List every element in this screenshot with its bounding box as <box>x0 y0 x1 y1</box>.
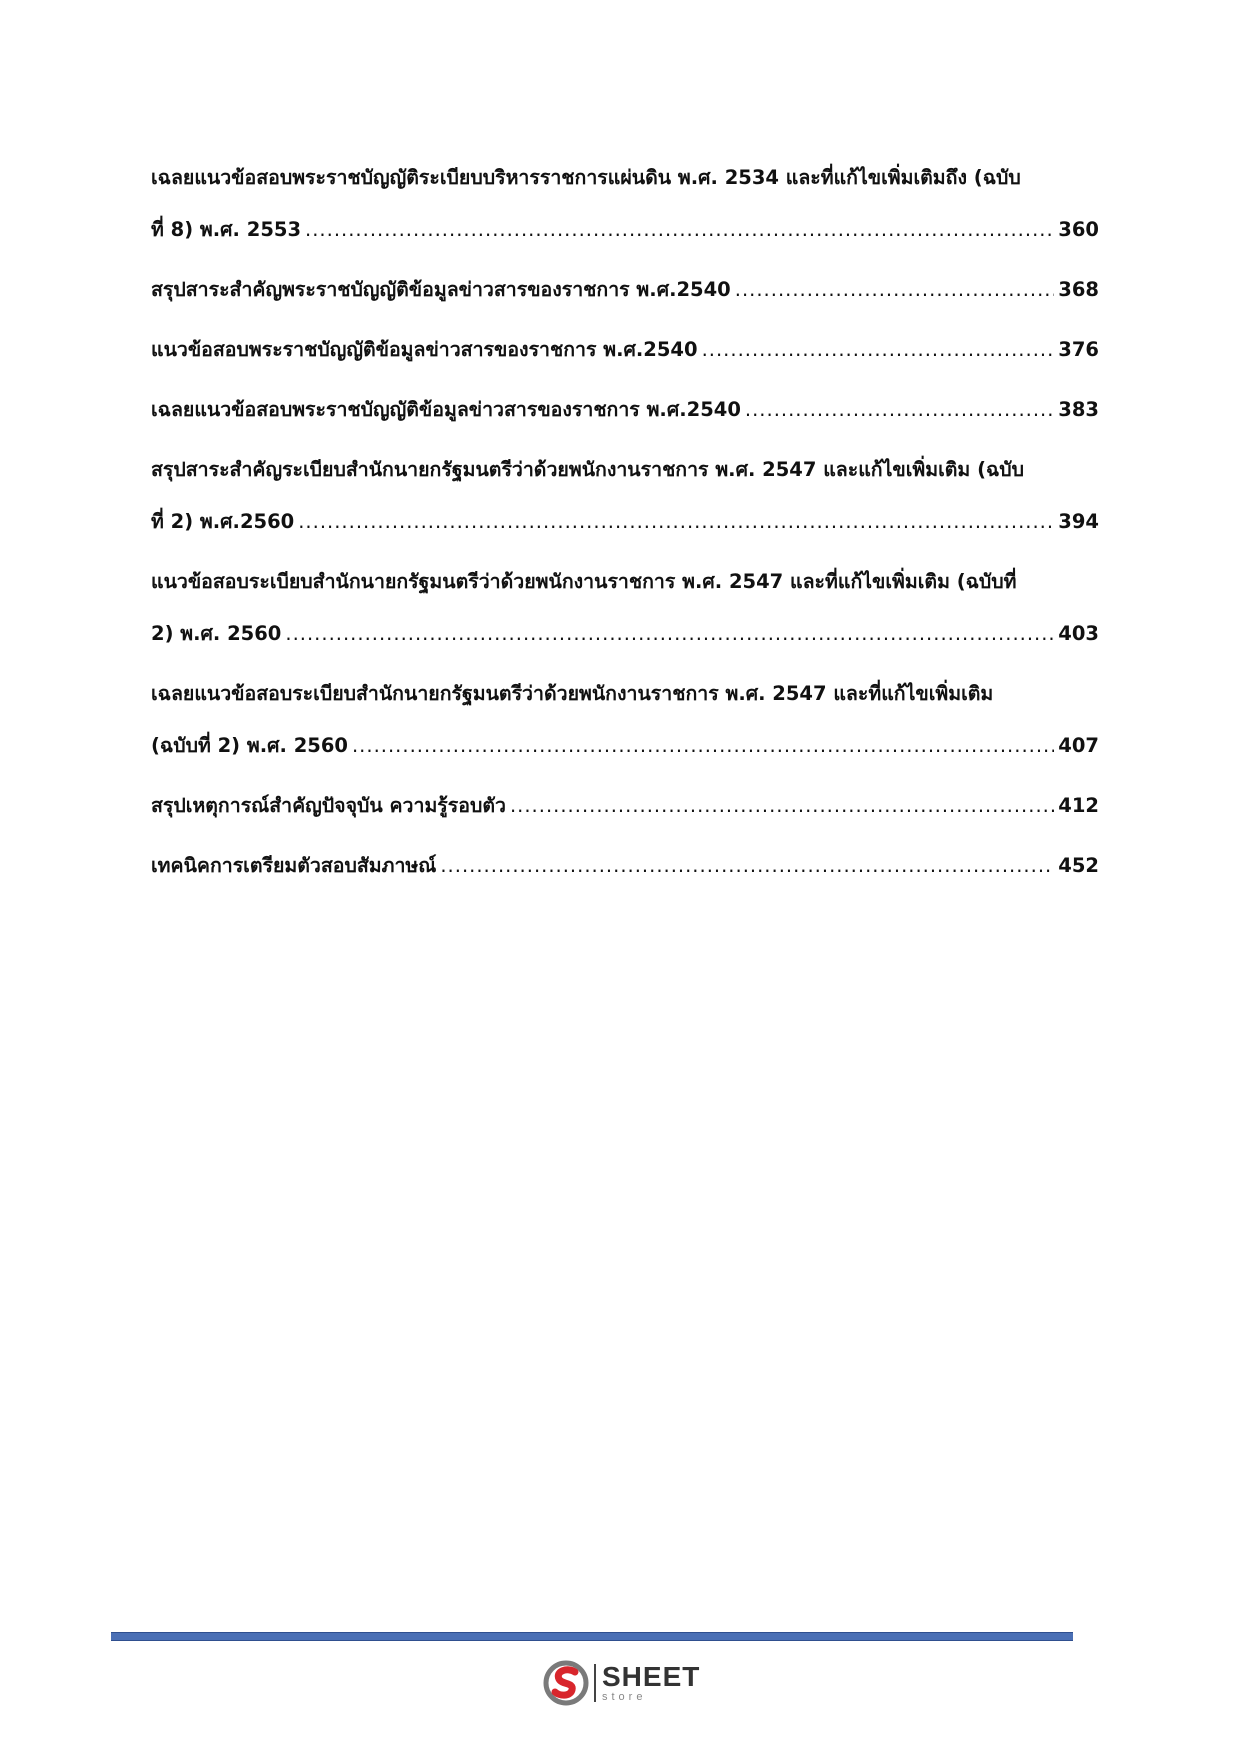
logo-subtitle: store <box>602 1691 647 1703</box>
toc-entry-title: ที่ 2) พ.ศ.2560 <box>151 510 295 533</box>
toc-page-number: 376 <box>1058 338 1099 361</box>
toc-entry-last-line <box>151 496 1099 548</box>
toc-entry-last-line <box>151 204 1099 256</box>
toc-entry-title-line: แนวข้อสอบระเบียบสำนักนายกรัฐมนตรีว่าด้วยพนักงานราชการ พ.ศ. 2547 และที่แก้ไขเพิ่มเติม (ฉบับที่ <box>151 570 1017 593</box>
toc-entry[interactable] <box>151 152 1099 256</box>
toc-entry-title: เฉลยแนวข้อสอบพระราชบัญญัติข้อมูลข่าวสารของราชการ พ.ศ.2540 <box>151 398 741 421</box>
toc-page-number: 452 <box>1058 854 1099 877</box>
dot-leader <box>735 264 1055 316</box>
sheet-store-logo <box>542 1658 700 1708</box>
dot-leader <box>510 780 1054 832</box>
toc-entry-title-line: เฉลยแนวข้อสอบระเบียบสำนักนายกรัฐมนตรีว่าด้วยพนักงานราชการ พ.ศ. 2547 และที่แก้ไขเพิ่มเติม <box>151 682 994 705</box>
toc-entry-last-line <box>151 840 1099 892</box>
toc-entry-last-line <box>151 720 1099 772</box>
toc-page-number: 412 <box>1058 794 1099 817</box>
toc-entry-title: สรุปเหตุการณ์สำคัญปัจจุบัน ความรู้รอบตัว <box>151 794 506 817</box>
toc-entry[interactable] <box>151 668 1099 772</box>
toc-entry-title: (ฉบับที่ 2) พ.ศ. 2560 <box>151 734 348 757</box>
logo-text <box>602 1663 700 1703</box>
footer-rule <box>111 1632 1073 1641</box>
dot-leader <box>298 496 1054 548</box>
toc-entry[interactable] <box>151 264 1099 316</box>
logo-word: SHEET <box>602 1661 701 1692</box>
toc-entry-last-line <box>151 384 1099 436</box>
toc-entry[interactable] <box>151 780 1099 832</box>
toc-page-number: 403 <box>1058 622 1099 645</box>
toc-entry-title: สรุปสาระสำคัญพระราชบัญญัติข้อมูลข่าวสารของราชการ พ.ศ.2540 <box>151 278 731 301</box>
toc-entry-title: แนวข้อสอบพระราชบัญญัติข้อมูลข่าวสารของราชการ พ.ศ.2540 <box>151 338 698 361</box>
toc-entry[interactable] <box>151 384 1099 436</box>
toc-entry-title-line: เฉลยแนวข้อสอบพระราชบัญญัติระเบียบบริหารราชการแผ่นดิน พ.ศ. 2534 และที่แก้ไขเพิ่มเติมถึง (ฉบับ <box>151 166 1021 189</box>
table-of-contents <box>151 152 1099 900</box>
toc-page-number: 368 <box>1058 278 1099 301</box>
toc-entry-title: เทคนิคการเตรียมตัวสอบสัมภาษณ์ <box>151 854 437 877</box>
dot-leader <box>745 384 1054 436</box>
toc-entry-title-line: สรุปสาระสำคัญระเบียบสำนักนายกรัฐมนตรีว่าด้วยพนักงานราชการ พ.ศ. 2547 และแก้ไขเพิ่มเติม (ฉบับ <box>151 458 1025 481</box>
logo-divider <box>594 1664 596 1702</box>
toc-entry-last-line <box>151 608 1099 660</box>
toc-page-number: 383 <box>1058 398 1099 421</box>
toc-entry-last-line <box>151 324 1099 376</box>
dot-leader <box>285 608 1054 660</box>
toc-entry-last-line <box>151 264 1099 316</box>
toc-entry[interactable] <box>151 556 1099 660</box>
toc-entry-title: ที่ 8) พ.ศ. 2553 <box>151 218 302 241</box>
sheet-store-logo-icon <box>542 1659 590 1707</box>
dot-leader <box>702 324 1055 376</box>
dot-leader <box>305 204 1054 256</box>
toc-entry[interactable] <box>151 324 1099 376</box>
toc-entry-title: 2) พ.ศ. 2560 <box>151 622 282 645</box>
dot-leader <box>440 840 1054 892</box>
toc-page-number: 360 <box>1058 218 1099 241</box>
toc-entry-last-line <box>151 780 1099 832</box>
toc-page-number: 394 <box>1058 510 1099 533</box>
dot-leader <box>352 720 1054 772</box>
toc-entry[interactable] <box>151 840 1099 892</box>
toc-entry[interactable] <box>151 444 1099 548</box>
toc-page-number: 407 <box>1058 734 1099 757</box>
